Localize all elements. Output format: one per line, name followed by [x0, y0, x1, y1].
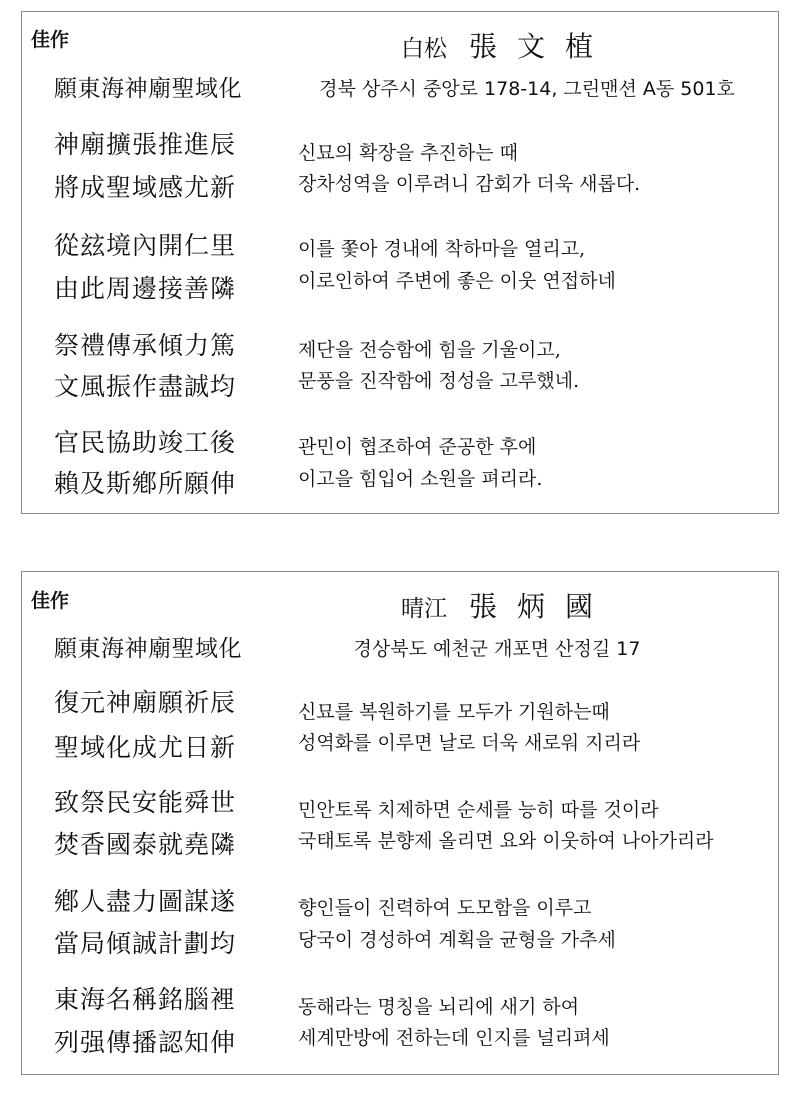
hangul-translation-line: 성역화를 이루면 날로 더욱 새로워 지리라: [298, 732, 641, 754]
hangul-translation-line: 동해라는 명칭을 뇌리에 새기 하여: [298, 996, 580, 1018]
author-pen-name: 晴江: [400, 596, 447, 622]
hangul-translation-line: 세계만방에 전하는데 인지를 널리펴세: [298, 1027, 610, 1049]
hangul-translation-line: 신묘의 확장을 추진하는 때: [298, 142, 519, 164]
hanja-line: 東海名稱銘腦裡: [54, 985, 237, 1014]
hangul-translation-line: 이고을 힘입어 소원을 펴리라.: [298, 468, 543, 490]
author-name-char: 國: [565, 590, 594, 623]
hanja-line: 將成聖域感尤新: [54, 173, 237, 202]
poem-entry-panel: [21, 11, 779, 514]
poem-title: 願東海神廟聖域化: [54, 636, 242, 662]
hangul-translation-line: 제단을 전승함에 힘을 기울이고,: [298, 339, 561, 361]
author-name: [282, 589, 712, 627]
hangul-translation-line: 관민이 협조하여 준공한 후에: [298, 436, 537, 458]
hangul-translation-line: 신묘를 복원하기를 모두가 기원하는때: [298, 701, 610, 723]
hangul-translation-line: 이로인하여 주변에 좋은 이웃 연접하네: [298, 270, 616, 292]
author-pen-name: 白松: [400, 36, 447, 62]
author-address: 경북 상주시 중앙로 178-14, 그린맨션 A동 501호: [319, 78, 735, 100]
author-name-char: 張: [468, 30, 497, 63]
hanja-line: 聖域化成尤日新: [54, 733, 237, 762]
hanja-line: 文風振作盡誠均: [54, 372, 237, 401]
hanja-line: 鄕人盡力圖謀遂: [54, 887, 237, 916]
author-name-char: 炳: [516, 590, 545, 623]
poem-entry-panel: [21, 571, 779, 1075]
hanja-line: 復元神廟願祈辰: [54, 688, 237, 717]
author-name: [282, 29, 712, 67]
award-badge: 佳作: [31, 29, 70, 51]
hangul-translation-line: 국태토록 분향제 올리면 요와 이웃하여 나아가리라: [298, 830, 714, 852]
hangul-translation-line: 당국이 경성하여 계획을 균형을 가추세: [298, 929, 616, 951]
hanja-line: 神廟擴張推進辰: [54, 130, 237, 159]
hanja-line: 官民協助竣工後: [54, 428, 237, 457]
hanja-line: 致祭民安能舜世: [54, 788, 237, 817]
hangul-translation-line: 향인들이 진력하여 도모함을 이루고: [298, 897, 592, 919]
author-name-char: 植: [565, 30, 594, 63]
poem-title: 願東海神廟聖域化: [54, 76, 242, 102]
hangul-translation-line: 이를 쫓아 경내에 착하마을 열리고,: [298, 238, 586, 260]
hanja-line: 賴及斯鄕所願伸: [54, 469, 237, 498]
hangul-translation-line: 장차성역을 이루려니 감회가 더욱 새롭다.: [298, 173, 641, 195]
author-name-char: 張: [468, 590, 497, 623]
hanja-line: 祭禮傳承傾力篤: [54, 331, 237, 360]
award-badge: 佳作: [31, 590, 70, 612]
author-address: 경상북도 예천군 개포면 산정길 17: [353, 638, 641, 660]
hanja-line: 從玆境內開仁里: [54, 231, 237, 260]
hangul-translation-line: 문풍을 진작함에 정성을 고루했네.: [298, 370, 580, 392]
hanja-line: 由此周邊接善隣: [54, 274, 237, 303]
hanja-line: 焚香國泰就堯隣: [54, 830, 237, 859]
hangul-translation-line: 민안토록 치제하면 순세를 능히 따를 것이라: [298, 799, 659, 821]
hanja-line: 列强傳播認知伸: [54, 1028, 237, 1057]
hanja-line: 當局傾誠計劃均: [54, 929, 237, 958]
author-name-char: 文: [516, 30, 545, 63]
